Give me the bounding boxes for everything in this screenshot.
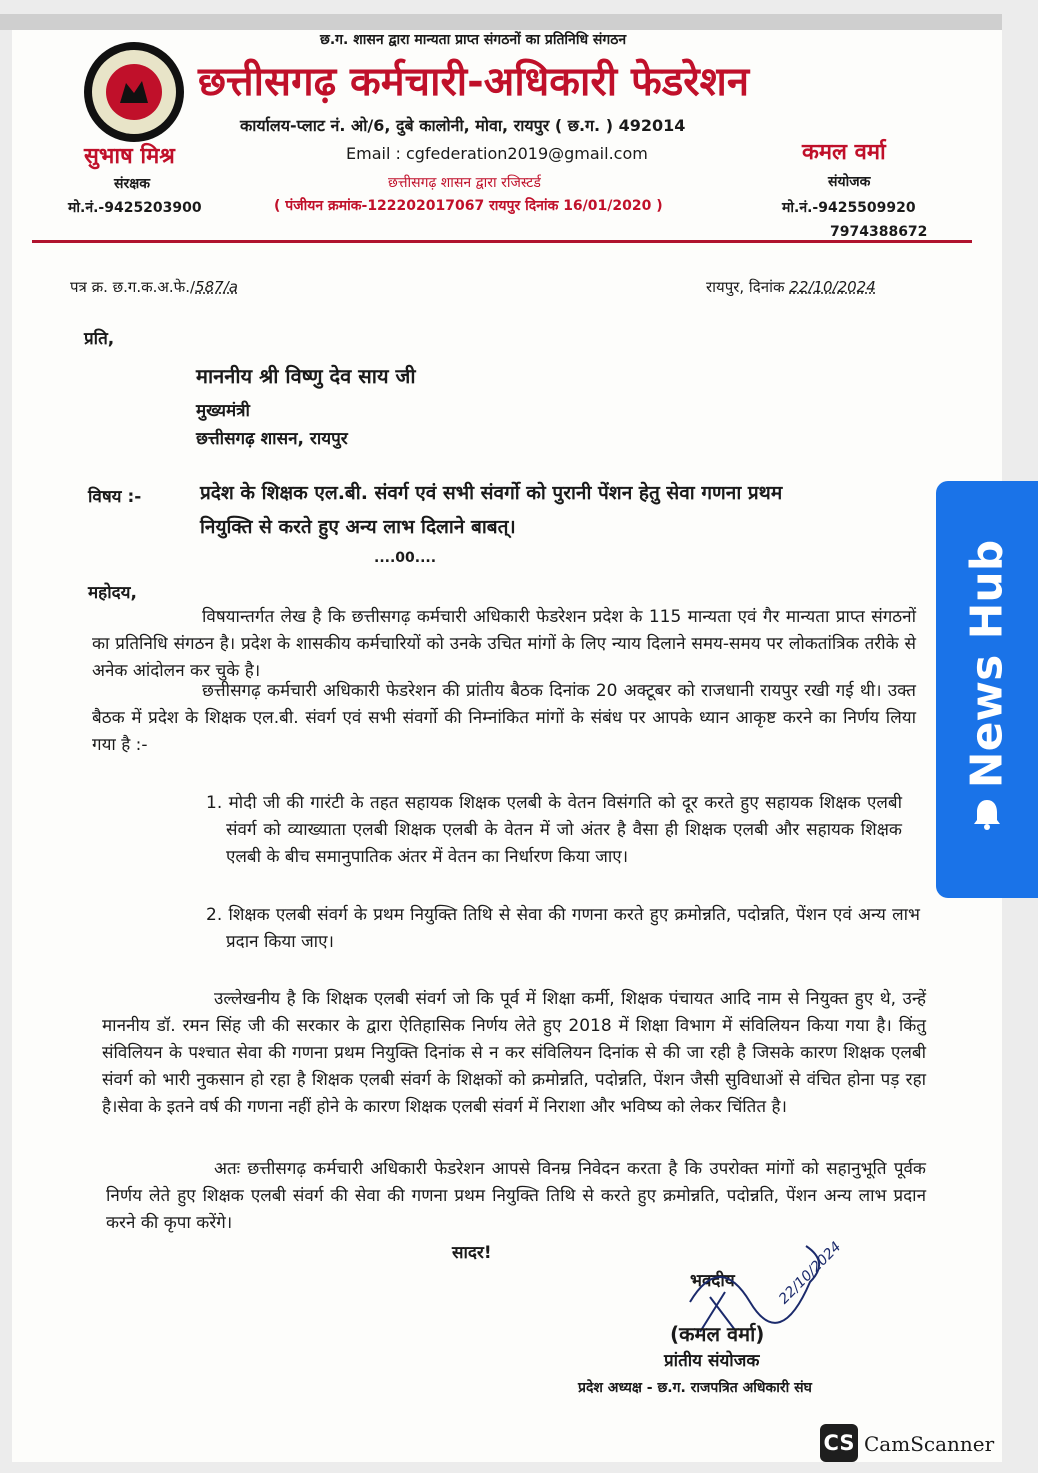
patron-role: संरक्षक — [114, 176, 150, 192]
subject-label: विषय :- — [88, 487, 142, 507]
letter-date: 22/10/2024 — [789, 278, 876, 296]
subject-line-2: नियुक्ति से करते हुए अन्य लाभ दिलाने बाबत्। — [200, 516, 516, 538]
registered-label: छत्तीसगढ़ शासन द्वारा रजिस्टर्ड — [388, 175, 541, 191]
signatory-role: प्रांतीय संयोजक — [664, 1351, 760, 1371]
convener-phone-2: 7974388672 — [830, 224, 928, 240]
letter-no-label: पत्र क्र. छ.ग.क.अ.फे./ — [70, 278, 196, 296]
patron-phone: मो.नं.-9425203900 — [68, 200, 202, 216]
scan-top-edge — [0, 14, 1002, 30]
federation-seal-logo — [84, 42, 184, 142]
salutation: महोदय, — [88, 583, 137, 603]
letterhead-divider — [32, 240, 972, 243]
recipient-title: मुख्यमंत्री — [196, 401, 250, 421]
place-date-label: रायपुर, दिनांक — [706, 278, 785, 296]
registration-number: ( पंजीयन क्रमांक-122202017067 रायपुर दिनांक 16/01/2020 ) — [274, 198, 663, 214]
email-address: Email : cgfederation2019@gmail.com — [346, 144, 648, 163]
letter-ref — [70, 274, 238, 301]
demand-item-1: 1. मोदी जी की गारंटी के तहत सहायक शिक्षक एलबी के वेतन विसंगति को दूर करते हुए सहायक शिक्षक एलबी संवर्ग को व्याख्याता एलबी शिक्षक एलबी के वेतन में जो अंतर है वैसा ही शिक्षक एलबी और सहायक शिक्षक एलबी के बीच समानुपातिक अंतर में वेतन का निर्धारण किया जाए। — [206, 793, 902, 867]
place-date — [706, 274, 876, 301]
paragraph-2: छत्तीसगढ़ कर्मचारी अधिकारी फेडरेशन की प्रांतीय बैठक दिनांक 20 अक्टूबर को राजधानी रायपुर रखी गई थी। उक्त बैठक में प्रदेश के शिक्षक एल.बी. संवर्ग एवं सभी संवर्गो की निम्नांकित मांगों के संबंध पर आपके ध्यान आकृष्ट करने का निर्णय लिया गया है :- — [92, 681, 916, 755]
closing: सादर! — [452, 1243, 492, 1263]
camscanner-label: CamScanner — [864, 1432, 995, 1456]
letter-no: 587/a — [195, 278, 238, 296]
convener-role: संयोजक — [828, 174, 871, 190]
convener-name: कमल वर्मा — [802, 140, 886, 165]
recipient-name: माननीय श्री विष्णु देव साय जी — [196, 364, 416, 388]
convener-phone: मो.नं.-9425509920 — [782, 200, 916, 216]
letterhead-tagline: छ.ग. शासन द्वारा मान्यता प्राप्त संगठनों का प्रतिनिधि संगठन — [320, 32, 627, 48]
camscanner-logo: CS — [820, 1424, 858, 1462]
bell-icon — [972, 797, 1002, 831]
bhavdiya: भवदीय — [690, 1271, 735, 1291]
signatory-role-2: प्रदेश अध्यक्ष - छ.ग. राजपत्रित अधिकारी संघ — [578, 1380, 812, 1396]
paragraph-4: अतः छत्तीसगढ़ कर्मचारी अधिकारी फेडरेशन आपसे विनम्र निवेदन करता है कि उपरोक्त मांगों को सहानुभूति पूर्वक निर्णय लेते हुए शिक्षक एलबी संवर्ग की सेवा की गणना प्रथम नियुक्ति तिथि से करते हुए क्रमोन्नति, पदोन्नति, पेंशन अन्य लाभ प्रदान करने की कृपा करेंगे। — [106, 1159, 926, 1233]
paragraph-1: विषयान्तर्गत लेख है कि छत्तीसगढ़ कर्मचारी अधिकारी फेडरेशन प्रदेश के 115 मान्यता एवं गैर मान्यता प्राप्त संगठनों का प्रतिनिधि संगठन है। प्रदेश के शासकीय कर्मचारियों को उनके उचित मांगों के लिए न्याय दिलाने समय-समय पर लोकतांत्रिक तरीके से अनेक आंदोलन कर चुके है। — [92, 607, 916, 681]
signatory-name: (कमल वर्मा) — [670, 1322, 765, 1346]
news-hub-label: News Hub — [961, 540, 1013, 789]
recipient-office: छत्तीसगढ़ शासन, रायपुर — [196, 429, 348, 449]
paragraph-3: उल्लेखनीय है कि शिक्षक एलबी संवर्ग जो कि पूर्व में शिक्षा कर्मी, शिक्षक पंचायत आदि नाम से नियुक्त हुए थे, उन्हें माननीय डॉ. रमन सिंह जी की सरकार के द्वारा ऐतिहासिक निर्णय लेते हुए 2018 में शिक्षा विभाग में संविलियन किया गया है। किंतु संविलियन के पश्चात सेवा की गणना प्रथम नियुक्ति दिनांक से न कर संविलियन दिनांक से की जा रही है जिसके कारण शिक्षक एलबी संवर्ग को भारी नुकसान हो रहा है शिक्षक एलबी संवर्ग के शिक्षकों को क्रमोन्नति, पदोन्नति, पेंशन जैसी सुविधाओं से वंचित होना पड़ रहा है।सेवा के इतने वर्ष की गणना नहीं होने के कारण शिक्षक एलबी संवर्ग में निराशा और भविष्य को लेकर चिंतित है। — [102, 989, 926, 1117]
demand-item-2: 2. शिक्षक एलबी संवर्ग के प्रथम नियुक्ति तिथि से सेवा की गणना करते हुए क्रमोन्नति, पदोन्नति, पेंशन एवं अन्य लाभ प्रदान किया जाए। — [206, 905, 920, 952]
office-address: कार्यालय-प्लाट नं. ओ/6, दुबे कालोनी, मोवा, रायपुर ( छ.ग. ) 492014 — [240, 116, 686, 135]
subject-separator: ....00.... — [374, 550, 437, 566]
org-name: छत्तीसगढ़ कर्मचारी-अधिकारी फेडरेशन — [198, 59, 750, 105]
patron-name: सुभाष मिश्र — [84, 144, 175, 169]
signature-date: 22/10/2024 — [776, 1238, 845, 1308]
subject-line-1: प्रदेश के शिक्षक एल.बी. संवर्ग एवं सभी संवर्गो को पुरानी पेंशन हेतु सेवा गणना प्रथम — [200, 482, 783, 504]
prati: प्रति, — [84, 329, 115, 349]
news-hub-banner[interactable] — [936, 481, 1038, 898]
